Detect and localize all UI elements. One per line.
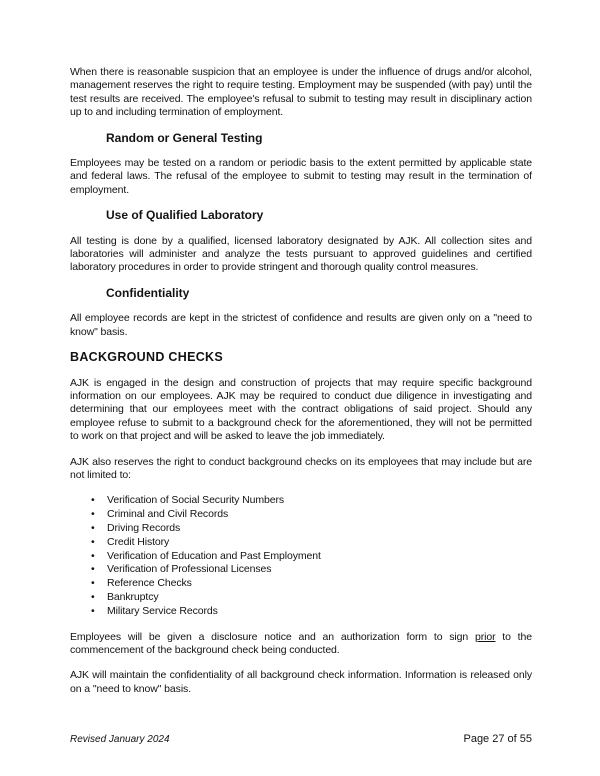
paragraph-reasonable-suspicion: When there is reasonable suspicion that an employee is under the influence of drugs and/or alcohol, management reserves the right to require testing. Employment may be suspended (with pay) until the test results are received. The employee's refusal to submit to testing may result in disciplinary action up to and including termination of employment. bbox=[70, 66, 532, 119]
list-item-label: Verification of Professional Licenses bbox=[107, 563, 272, 576]
bullet-icon: • bbox=[91, 604, 95, 617]
list-item-label: Reference Checks bbox=[107, 577, 192, 590]
subheading-confidentiality: Confidentiality bbox=[106, 285, 190, 300]
list-item-label: Military Service Records bbox=[107, 604, 218, 617]
bullet-icon: • bbox=[91, 563, 95, 576]
paragraph-confidentiality-release: AJK will maintain the confidentiality of all background check information. Information is released only on a "need to know" basis. bbox=[70, 669, 532, 695]
list-item-label: Bankruptcy bbox=[107, 590, 159, 603]
list-item bbox=[70, 591, 532, 605]
paragraph-background-checks-list-intro: AJK also reserves the right to conduct background checks on its employees that may include but are not limited to: bbox=[70, 455, 532, 481]
background-check-list bbox=[70, 494, 532, 618]
list-item-label: Credit History bbox=[107, 535, 170, 548]
subheading-use-of-qualified-laboratory: Use of Qualified Laboratory bbox=[106, 208, 264, 223]
bullet-icon: • bbox=[91, 549, 95, 562]
footer-page-number: Page 27 of 55 bbox=[463, 733, 532, 745]
paragraph-random-testing: Employees may be tested on a random or periodic basis to the extent permitted by applicable state and federal laws. The refusal of the employee to submit to testing may result in the termination of employment. bbox=[70, 157, 532, 196]
bullet-icon: • bbox=[91, 508, 95, 521]
paragraph-confidentiality: All employee records are kept in the strictest of confidence and results are given only on a "need to know" basis. bbox=[70, 312, 532, 338]
list-item-label: Verification of Education and Past Employment bbox=[107, 549, 321, 562]
subheading-random-or-general-testing: Random or General Testing bbox=[106, 130, 263, 145]
bullet-icon: • bbox=[91, 494, 95, 507]
bullet-icon: • bbox=[91, 535, 95, 548]
disclosure-text-after: to the commencement of the background check being conducted. bbox=[70, 630, 532, 656]
bullet-icon: • bbox=[91, 521, 95, 534]
paragraph-disclosure-notice bbox=[70, 631, 532, 658]
disclosure-underlined-word: prior bbox=[474, 630, 496, 643]
list-item-label: Criminal and Civil Records bbox=[107, 508, 229, 521]
list-item bbox=[70, 508, 532, 522]
paragraph-qualified-laboratory: All testing is done by a qualified, licensed laboratory designated by AJK. All collection sites and laboratories will administer and analyze the tests pursuant to approved guidelines and certified laboratory procedures in order to provide stringent and thorough quality control measures. bbox=[70, 234, 532, 274]
list-item bbox=[70, 577, 532, 591]
list-item bbox=[70, 550, 532, 564]
list-item bbox=[70, 536, 532, 550]
bullet-icon: • bbox=[91, 590, 95, 603]
list-item-label: Driving Records bbox=[107, 521, 181, 534]
list-item-label: Verification of Social Security Numbers bbox=[107, 494, 285, 507]
section-heading-background-checks: BACKGROUND CHECKS bbox=[70, 350, 224, 365]
disclosure-text-before: Employees will be given a disclosure notice and an authorization form to sign bbox=[70, 630, 475, 643]
list-item bbox=[70, 522, 532, 536]
paragraph-background-checks-intro: AJK is engaged in the design and construction of projects that may require specific background information on our employees. AJK may be required to conduct due diligence in investigating and determining that our employees meet with the contract obligations of said project. Should any employee refuse to submit to a background check for the aforementioned, they will not be permitted to work on that project and will be asked to leave the job immediately. bbox=[70, 376, 532, 443]
footer-revised-date: Revised January 2024 bbox=[70, 734, 170, 745]
page-footer bbox=[70, 733, 532, 746]
bullet-icon: • bbox=[91, 577, 95, 590]
list-item bbox=[70, 494, 532, 508]
list-item bbox=[70, 563, 532, 577]
list-item bbox=[70, 605, 532, 619]
